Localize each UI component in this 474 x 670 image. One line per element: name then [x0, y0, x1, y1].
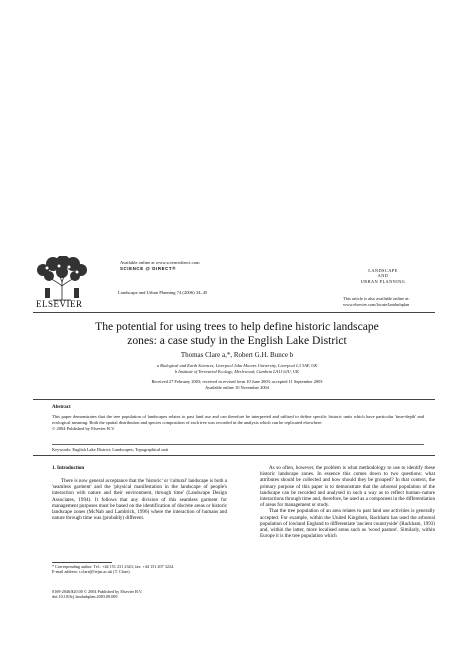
affiliation-a: a Biological and Earth Sciences, Liverpool John Moores University, Liverpool L3 3AF, UK	[156, 363, 318, 368]
email-note[interactable]: E-mail address: t.clare@livjm.ac.uk (T. Clare).	[52, 569, 131, 575]
title-line-1: The potential for using trees to help define historic landscape	[95, 320, 379, 333]
affiliations	[40, 363, 434, 375]
journal-citation: Landscape and Urban Planning 74 (2006) 34–45	[118, 290, 208, 295]
received-dates: Received 27 February 2003; received in revised form 10 June 2003; accepted 11 September 2003	[151, 379, 323, 384]
available-online-date: Available online 10 November 2004	[205, 384, 269, 390]
journal-url-1: This article is also available online at:	[343, 296, 410, 302]
journal-name-line-3: URBAN PLANNING	[360, 278, 406, 284]
footnote-divider	[52, 562, 112, 563]
article-history	[40, 379, 434, 390]
journal-url-2[interactable]: www.elsevier.com/locate/landurbplan	[343, 301, 410, 307]
left-column	[52, 478, 227, 521]
intro-paragraph-2: As so often, however, the problem is what methodology to use to identify these historic landscape zones. In essence this comes down to two questions: what attributes should be collected and how should they be grouped? In that context, the primary purpose of this paper is to demonstrate that the arboreal population of the landscape can be recorded and analysed in such a way as to reflect human–nature interactions through time and, therefore, be used as a component in the differentiation of areas for management or study.	[260, 465, 435, 509]
header-divider	[33, 312, 435, 313]
abstract-text: This paper demonstrates that the tree population of landscapes relates to past land use and can therefore be interpreted and utilised to define specific historic units which have particular 'time-depth' and ecological meaning. Both the spatial distribution and species composition of each tree was recorded in the analysis which can be replicated elsewhere.	[52, 414, 424, 425]
journal-masthead	[343, 268, 423, 307]
journal-name-line-2: AND	[377, 273, 389, 279]
journal-availability	[120, 260, 230, 272]
article-title	[40, 320, 434, 348]
publisher-name: ELSEVIER	[36, 299, 83, 309]
author-list: Thomas Clare a,*, Robert G.H. Bunce b	[180, 351, 294, 359]
journal-name-line-1: LANDSCAPE	[368, 268, 398, 273]
intro-paragraph-1: There is now general acceptance that the 'historic' or 'cultural' landscape is both a 'seamless garment' and the 'physical manifestation in the landscape of people's interaction with nature and their environment, through time' (Landscape Design Associates, 1994). It follows that any division of this seamless garment for management purposes must be based on the identification of discrete areas or historic landscape zones (McNab and Lambrick, 1996) where the interaction of humans and nature through time was (probably) different.	[52, 478, 227, 522]
footnotes	[52, 564, 227, 575]
doi-line[interactable]: doi:10.1016/j.landurbplan.2003.09.009	[52, 594, 118, 600]
keywords: Keywords: English Lake District; Landscapes; Topographical unit	[52, 447, 169, 452]
intro-paragraph-3: That the tree population of an area relates to past land use activities is generally accepted. For example, within the United Kingdom, Rackham has used the arboreal population of lowland England to differentiate 'ancient countryside' (Rackham, 1993) and, within the latter, more localised areas such as 'wood pasture'. Similarly, within Europe it is the tree population which	[260, 508, 435, 540]
abstract-heading: Abstract	[52, 405, 71, 410]
abstract-body	[52, 414, 424, 431]
publication-info	[52, 589, 227, 600]
sciencedirect-logo: SCIENCE @ DIRECT®	[120, 266, 177, 271]
abstract-top-divider	[33, 399, 435, 400]
available-online: Available online at www.sciencedirect.com	[120, 260, 200, 265]
keywords-divider	[52, 444, 424, 445]
abstract-copyright: © 2004 Published by Elsevier B.V.	[52, 425, 115, 431]
section-heading-introduction: 1. Introduction	[52, 466, 85, 471]
affiliation-b: b Institute of Terrestrial Ecology, Merlewood, Cumbria LA11 6JU, UK	[175, 369, 299, 374]
title-line-2: zones: a case study in the English Lake District	[127, 334, 347, 347]
corresponding-author-note: * Corresponding author. Tel.: +44 151 231 2343; fax: +44 151 207 3224.	[52, 564, 175, 569]
issn-line: 0169-2046/$20.00 © 2004 Published by Elsevier B.V.	[52, 589, 143, 594]
right-column	[260, 465, 435, 539]
body-top-divider	[33, 455, 435, 456]
